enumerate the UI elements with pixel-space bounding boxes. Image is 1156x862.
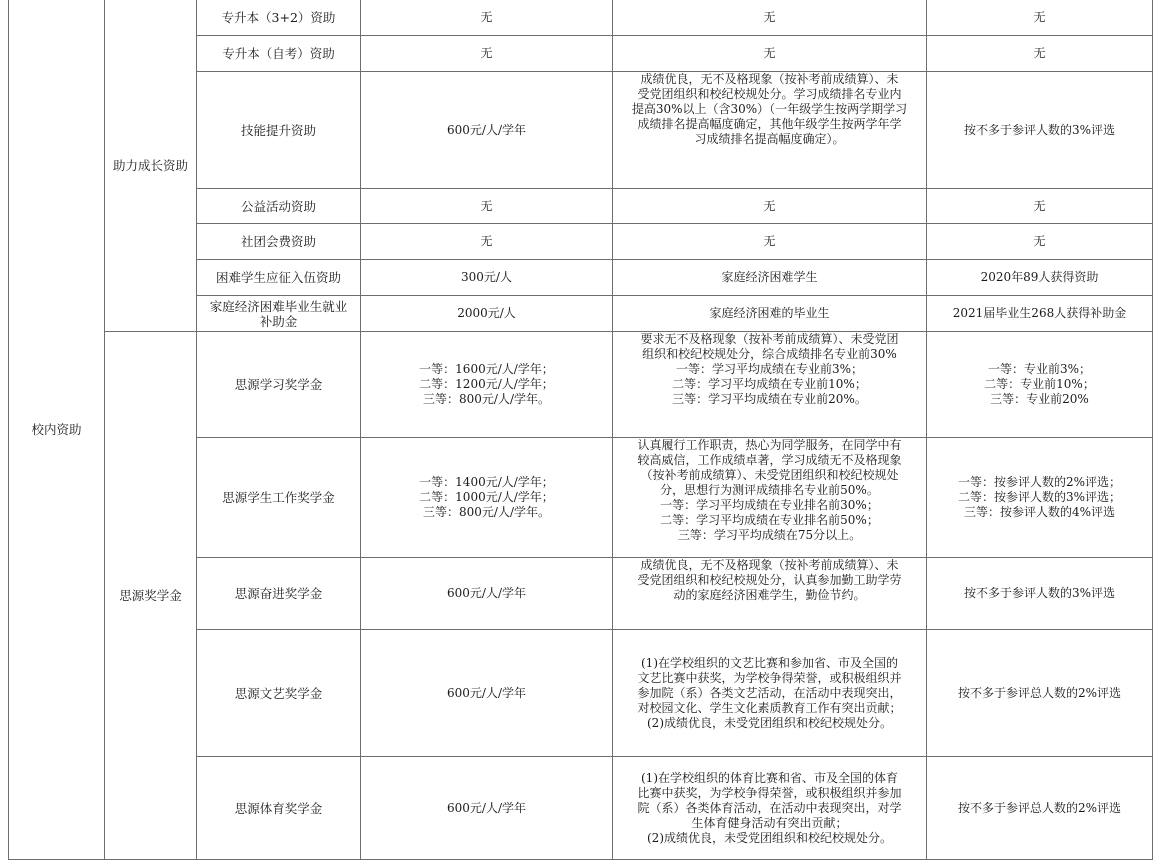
quota-line: 三等：按参评人数的4%评选 xyxy=(963,505,1116,519)
amount-line: 2000元/人 xyxy=(457,306,516,320)
item-name-cell xyxy=(197,189,361,224)
condition-line: 较高威信，工作成绩卓著，学习成绩无不及格现象 xyxy=(637,453,902,467)
amount-line: 一等：1600元/人/学年； xyxy=(419,362,554,376)
quota-line: 2020年89人获得资助 xyxy=(980,270,1099,284)
quota-cell xyxy=(927,189,1153,224)
condition-line: (1)在学校组织的文艺比赛和参加省、市及全国的 xyxy=(641,655,898,670)
condition-line: 成绩优良，无不及格现象（按补考前成绩算）、未 xyxy=(640,72,899,86)
quota-cell xyxy=(927,0,1153,36)
condition-cell xyxy=(613,558,927,630)
condition-line: 参加院（系）各类文艺活动，在活动中表现突出， xyxy=(637,685,902,700)
condition-line: 认真履行工作职责，热心为同学服务，在同学中有 xyxy=(637,438,902,452)
condition-line: 受党团组织和校纪校规处分。学习成绩排名专业内 xyxy=(637,87,902,101)
funding-table xyxy=(8,0,1153,860)
condition-line: 二等：学习平均成绩在专业排名前50%； xyxy=(660,513,879,527)
amount-cell xyxy=(361,630,613,757)
quota-line: 按不多于参评总人数的2%评选 xyxy=(957,800,1122,815)
condition-line: 要求无不及格现象（按补考前成绩算）、未受党团 xyxy=(640,332,899,346)
category-label: 校内资助 xyxy=(31,422,82,437)
amount-cell xyxy=(361,224,613,260)
quota-cell xyxy=(927,260,1153,296)
item-name-line: 思源体育奖学金 xyxy=(234,800,323,816)
quota-line: 二等：按参评人数的3%评选； xyxy=(957,490,1122,504)
condition-cell xyxy=(613,757,927,860)
amount-line: 600元/人/学年 xyxy=(447,122,526,137)
group-label: 助力成长资助 xyxy=(112,158,188,173)
condition-line: 无 xyxy=(763,234,776,248)
item-name-cell xyxy=(197,630,361,757)
amount-cell xyxy=(361,296,613,332)
item-name-line: 专升本（自考）资助 xyxy=(222,46,335,61)
group-cell xyxy=(105,332,197,860)
quota-line: 二等：专业前10%； xyxy=(984,377,1095,391)
quota-line: 无 xyxy=(1033,234,1046,248)
item-name-line: 思源学习奖学金 xyxy=(234,377,323,392)
condition-cell xyxy=(613,332,927,438)
item-name-cell xyxy=(197,438,361,558)
item-name-cell xyxy=(197,72,361,189)
condition-line: （按补考前成绩算）、未受党团组织和校纪校规处 xyxy=(640,468,899,482)
item-name-cell xyxy=(197,0,361,36)
amount-cell xyxy=(361,757,613,860)
quota-line: 按不多于参评人数的3%评选 xyxy=(963,586,1116,600)
item-name-cell xyxy=(197,260,361,296)
item-name-line: 技能提升资助 xyxy=(240,122,316,138)
item-name-line: 思源奋进奖学金 xyxy=(234,586,323,601)
amount-line: 600元/人/学年 xyxy=(447,800,526,815)
condition-line: 无 xyxy=(763,46,776,60)
condition-line: 习成绩排名提高幅度确定）。 xyxy=(694,132,845,146)
condition-line: 家庭经济困难学生 xyxy=(721,270,818,284)
amount-line: 300元/人 xyxy=(461,270,512,284)
item-name-cell xyxy=(197,558,361,630)
item-name-line: 公益活动资助 xyxy=(240,198,316,214)
condition-line: 受党团组织和校纪校规处分，认真参加勤工助学劳 xyxy=(637,573,902,587)
item-name-cell xyxy=(197,36,361,72)
amount-line: 一等：1400元/人/学年； xyxy=(419,475,554,489)
condition-line: 一等：学习平均成绩在专业前3%； xyxy=(675,362,864,376)
item-name-cell xyxy=(197,296,361,332)
funding-table-body xyxy=(9,0,1153,860)
amount-cell xyxy=(361,332,613,438)
item-name-line: 社团会费资助 xyxy=(240,234,316,249)
condition-cell xyxy=(613,438,927,558)
amount-cell xyxy=(361,36,613,72)
item-name-line: 补助金 xyxy=(259,313,298,329)
item-name-cell xyxy=(197,757,361,860)
quota-cell xyxy=(927,72,1153,189)
condition-line: 提高30%以上（含30%）（一年级学生按两学期学习 xyxy=(631,102,908,116)
condition-line: 分，思想行为测评成绩排名专业前50%。 xyxy=(660,483,879,497)
quota-line: 一等：专业前3%； xyxy=(987,362,1092,376)
condition-cell xyxy=(613,0,927,36)
table-row xyxy=(9,0,1153,36)
condition-cell xyxy=(613,630,927,757)
quota-line: 按不多于参评人数的3%评选 xyxy=(963,122,1116,137)
item-name-cell xyxy=(197,224,361,260)
condition-cell xyxy=(613,260,927,296)
quota-cell xyxy=(927,36,1153,72)
condition-line: 无 xyxy=(763,10,776,24)
condition-cell xyxy=(613,224,927,260)
amount-line: 600元/人/学年 xyxy=(447,586,526,600)
condition-line: 成绩排名提高幅度确定，其他年级学生按两学年学 xyxy=(637,117,902,131)
amount-cell xyxy=(361,558,613,630)
quota-cell xyxy=(927,296,1153,332)
condition-cell xyxy=(613,36,927,72)
amount-line: 无 xyxy=(480,198,493,213)
category-cell xyxy=(9,0,105,860)
condition-line: 无 xyxy=(763,198,776,213)
amount-line: 二等：1200元/人/学年； xyxy=(419,377,554,391)
amount-cell xyxy=(361,260,613,296)
amount-line: 无 xyxy=(480,234,493,248)
quota-cell xyxy=(927,332,1153,438)
amount-line: 二等：1000元/人/学年； xyxy=(419,490,554,504)
quota-cell xyxy=(927,558,1153,630)
quota-cell xyxy=(927,438,1153,558)
amount-cell xyxy=(361,189,613,224)
condition-line: (1)在学校组织的体育比赛和省、市及全国的体育 xyxy=(641,770,898,785)
amount-cell xyxy=(361,0,613,36)
condition-line: 组织和校纪校规处分，综合成绩排名专业前30% xyxy=(642,347,897,361)
condition-line: 三等：学习平均成绩在75分以上。 xyxy=(677,528,862,542)
group-cell xyxy=(105,0,197,332)
quota-line: 无 xyxy=(1033,10,1046,24)
condition-line: 对校园文化、学生文化素质教育工作有突出贡献； xyxy=(637,700,902,715)
table-row xyxy=(9,332,1153,438)
item-name-line: 思源学生工作奖学金 xyxy=(222,490,335,505)
quota-cell xyxy=(927,757,1153,860)
condition-line: 一等：学习平均成绩在专业排名前30%； xyxy=(660,498,879,512)
condition-line: 比赛中获奖，为学校争得荣誉，或积极组织并参加 xyxy=(637,785,902,800)
condition-line: (2)成绩优良，未受党团组织和校纪校规处分。 xyxy=(647,715,892,730)
condition-line: 成绩优良，无不及格现象（按补考前成绩算）、未 xyxy=(640,558,899,572)
amount-line: 三等：800元/人/学年。 xyxy=(423,392,550,406)
item-name-line: 思源文艺奖学金 xyxy=(234,685,323,701)
condition-line: 二等：学习平均成绩在专业前10%； xyxy=(672,377,867,391)
group-label: 思源奖学金 xyxy=(119,588,182,603)
condition-line: 生体育健身活动有突出贡献； xyxy=(691,815,848,830)
condition-line: (2)成绩优良，未受党团组织和校纪校规处分。 xyxy=(647,830,892,845)
amount-line: 三等：800元/人/学年。 xyxy=(423,505,550,519)
quota-line: 按不多于参评总人数的2%评选 xyxy=(957,685,1122,700)
quota-line: 2021届毕业生268人获得补助金 xyxy=(952,306,1127,320)
condition-cell xyxy=(613,189,927,224)
quota-line: 无 xyxy=(1033,46,1046,60)
item-name-line: 家庭经济困难毕业生就业 xyxy=(209,298,348,314)
condition-cell xyxy=(613,72,927,189)
condition-line: 院（系）各类体育活动，在活动中表现突出，对学 xyxy=(637,800,902,815)
amount-cell xyxy=(361,438,613,558)
condition-line: 文艺比赛中获奖，为学校争得荣誉，或积极组织并 xyxy=(637,670,902,685)
amount-cell xyxy=(361,72,613,189)
quota-line: 一等：按参评人数的2%评选； xyxy=(957,475,1122,489)
quota-cell xyxy=(927,224,1153,260)
amount-line: 无 xyxy=(480,46,493,60)
amount-line: 600元/人/学年 xyxy=(447,685,526,700)
item-name-cell xyxy=(197,332,361,438)
item-name-line: 专升本（3+2）资助 xyxy=(221,10,336,25)
amount-line: 无 xyxy=(480,10,493,24)
condition-line: 动的家庭经济困难学生，勤俭节约。 xyxy=(673,588,866,602)
condition-cell xyxy=(613,296,927,332)
condition-line: 家庭经济困难的毕业生 xyxy=(709,306,830,320)
quota-line: 无 xyxy=(1033,198,1046,213)
condition-line: 三等：学习平均成绩在专业前20%。 xyxy=(672,392,867,406)
quota-cell xyxy=(927,630,1153,757)
item-name-line: 困难学生应征入伍资助 xyxy=(215,270,341,285)
quota-line: 三等：专业前20% xyxy=(990,392,1089,406)
